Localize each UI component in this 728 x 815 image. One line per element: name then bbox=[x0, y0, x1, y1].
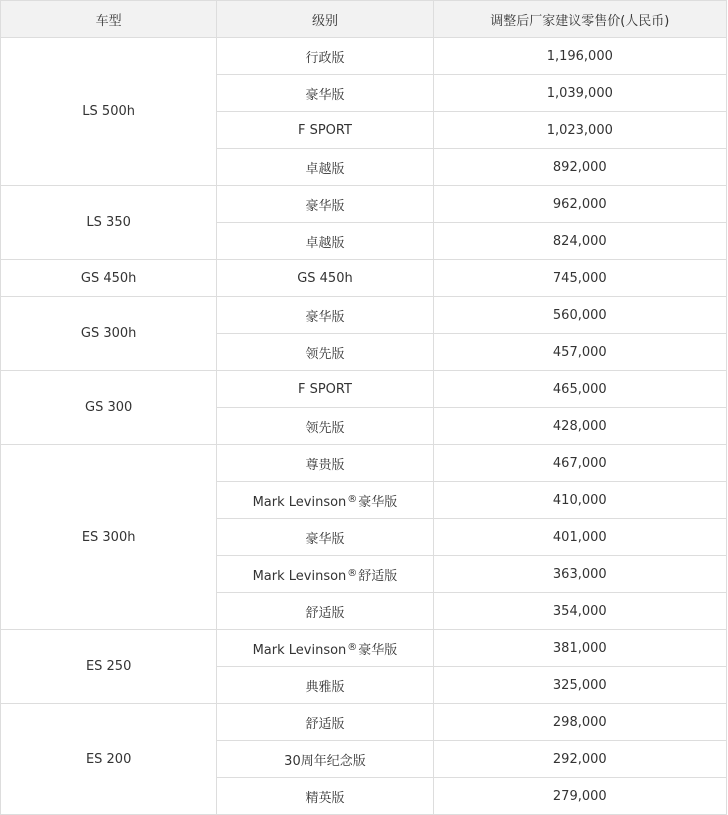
price-cell: 279,000 bbox=[433, 778, 726, 815]
grade-cell: 豪华版 bbox=[217, 75, 433, 112]
grade-cell: 舒适版 bbox=[217, 704, 433, 741]
grade-cell: 舒适版 bbox=[217, 593, 433, 630]
price-cell: 428,000 bbox=[433, 408, 726, 445]
grade-cell: 豪华版 bbox=[217, 186, 433, 223]
grade-edition-text: 舒适版 bbox=[358, 568, 398, 584]
grade-cell: 典雅版 bbox=[217, 667, 433, 704]
grade-cell: 精英版 bbox=[217, 778, 433, 815]
registered-mark: ® bbox=[347, 641, 358, 653]
grade-cell: 行政版 bbox=[217, 38, 433, 75]
model-cell: GS 300h bbox=[1, 297, 217, 371]
grade-cell: F SPORT bbox=[217, 371, 433, 408]
header-grade: 级别 bbox=[217, 1, 433, 38]
grade-cell: 卓越版 bbox=[217, 223, 433, 260]
grade-cell: 卓越版 bbox=[217, 149, 433, 186]
price-cell: 292,000 bbox=[433, 741, 726, 778]
registered-mark: ® bbox=[347, 493, 358, 505]
price-cell: 457,000 bbox=[433, 334, 726, 371]
grade-cell: 豪华版 bbox=[217, 297, 433, 334]
model-cell: LS 500h bbox=[1, 38, 217, 186]
model-cell: ES 250 bbox=[1, 630, 217, 704]
grade-brand-text: Mark Levinson bbox=[252, 642, 347, 658]
grade-cell bbox=[217, 556, 433, 593]
model-cell: GS 450h bbox=[1, 260, 217, 297]
header-row bbox=[1, 1, 727, 38]
grade-brand-text: Mark Levinson bbox=[252, 494, 347, 510]
price-cell: 1,196,000 bbox=[433, 38, 726, 75]
grade-cell bbox=[217, 482, 433, 519]
table-row bbox=[1, 186, 727, 223]
grade-cell: 领先版 bbox=[217, 334, 433, 371]
price-cell: 298,000 bbox=[433, 704, 726, 741]
price-cell: 381,000 bbox=[433, 630, 726, 667]
price-cell: 1,023,000 bbox=[433, 112, 726, 149]
price-cell: 363,000 bbox=[433, 556, 726, 593]
price-cell: 325,000 bbox=[433, 667, 726, 704]
table-row bbox=[1, 445, 727, 482]
grade-edition-text: 豪华版 bbox=[358, 494, 398, 510]
price-cell: 962,000 bbox=[433, 186, 726, 223]
price-cell: 745,000 bbox=[433, 260, 726, 297]
header-price: 调整后厂家建议零售价(人民币) bbox=[433, 1, 726, 38]
price-cell: 467,000 bbox=[433, 445, 726, 482]
model-cell: ES 300h bbox=[1, 445, 217, 630]
table-header bbox=[1, 1, 727, 38]
registered-mark: ® bbox=[347, 567, 358, 579]
grade-cell: 30周年纪念版 bbox=[217, 741, 433, 778]
price-cell: 465,000 bbox=[433, 371, 726, 408]
table-row bbox=[1, 630, 727, 667]
price-cell: 410,000 bbox=[433, 482, 726, 519]
price-cell: 892,000 bbox=[433, 149, 726, 186]
header-model: 车型 bbox=[1, 1, 217, 38]
table-body bbox=[1, 38, 727, 815]
table-row bbox=[1, 704, 727, 741]
grade-cell: F SPORT bbox=[217, 112, 433, 149]
price-cell: 401,000 bbox=[433, 519, 726, 556]
table-row bbox=[1, 38, 727, 75]
grade-brand-text: Mark Levinson bbox=[252, 568, 347, 584]
grade-cell: 尊贵版 bbox=[217, 445, 433, 482]
price-cell: 1,039,000 bbox=[433, 75, 726, 112]
table-row bbox=[1, 371, 727, 408]
grade-cell: GS 450h bbox=[217, 260, 433, 297]
model-cell: ES 200 bbox=[1, 704, 217, 815]
model-cell: GS 300 bbox=[1, 371, 217, 445]
table-row bbox=[1, 297, 727, 334]
table-row bbox=[1, 260, 727, 297]
model-cell: LS 350 bbox=[1, 186, 217, 260]
grade-cell: 领先版 bbox=[217, 408, 433, 445]
price-cell: 824,000 bbox=[433, 223, 726, 260]
grade-edition-text: 豪华版 bbox=[358, 642, 398, 658]
grade-cell: 豪华版 bbox=[217, 519, 433, 556]
price-cell: 560,000 bbox=[433, 297, 726, 334]
grade-cell bbox=[217, 630, 433, 667]
price-cell: 354,000 bbox=[433, 593, 726, 630]
